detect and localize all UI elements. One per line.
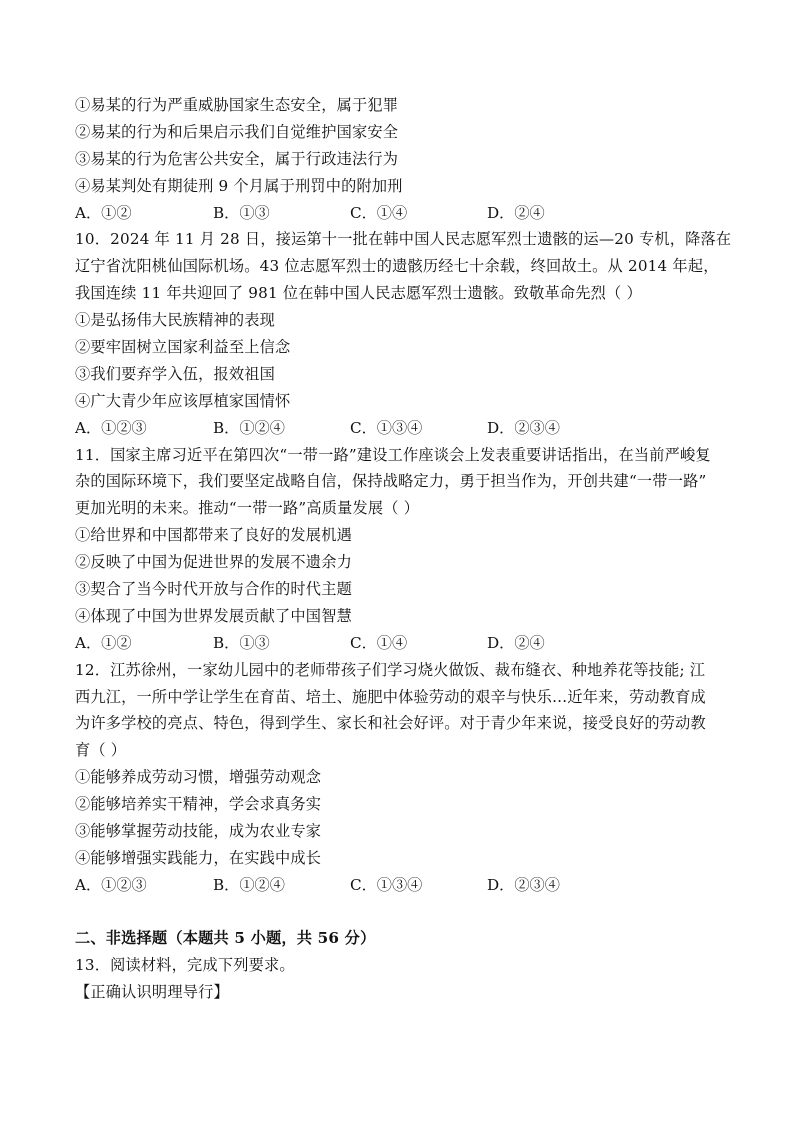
q9-statement-2: ②易某的行为和后果启示我们自觉维护国家安全 — [75, 122, 399, 141]
q11-statement-2: ②反映了中国为促进世界的发展不遗余力 — [75, 553, 352, 572]
q11-option-a: A．①② — [75, 633, 132, 652]
q10-statement-1: ①是弘扬伟大民族精神的表现 — [75, 311, 276, 330]
q9-statement-4: ④易某判处有期徒刑 9 个月属于刑罚中的附加刑 — [75, 176, 403, 195]
q12-stem-line-2: 西九江，一所中学让学生在育苗、培土、施肥中体验劳动的艰辛与快乐…近年来，劳动教育成 — [75, 687, 706, 706]
q10-statement-3: ③我们要弃学入伍，报效祖国 — [75, 364, 276, 383]
q11-statement-3: ③契合了当今时代开放与合作的时代主题 — [75, 580, 352, 599]
q11-statement-1: ①给世界和中国都带来了良好的发展机遇 — [75, 526, 352, 545]
question-12 — [75, 657, 725, 899]
q9-option-b: B．①③ — [213, 203, 270, 222]
section-2 — [75, 925, 725, 1006]
q10-option-d: D．②③④ — [487, 418, 560, 437]
q12-option-b: B．①②④ — [213, 875, 285, 894]
question-10 — [75, 226, 732, 441]
q10-stem-line-2: 辽宁省沈阳桃仙国际机场。43 位志愿军烈士的遗骸历经七十余载，终回故土。从 2014 年起， — [75, 257, 719, 276]
q11-option-b: B．①③ — [213, 633, 270, 652]
q10-option-c: C．①③④ — [350, 418, 423, 437]
q9-option-d: D．②④ — [487, 203, 545, 222]
q11-options — [75, 630, 725, 657]
q10-options — [75, 415, 725, 442]
question-11 — [75, 442, 725, 657]
q9-statement-3: ③易某的行为危害公共安全，属于行政违法行为 — [75, 149, 399, 168]
q13-instruction: 13．阅读材料，完成下列要求。 — [75, 955, 295, 974]
q12-option-a: A．①②③ — [75, 875, 147, 894]
q10-stem-line-1: 10．2024 年 11 月 28 日，接运第十一批在韩中国人民志愿军烈士遗骸的运—20 专机，降落在 — [75, 230, 732, 249]
section-2-heading: 二、非选择题（本题共 5 小题，共 56 分） — [75, 928, 376, 947]
q12-stem-line-3: 为许多学校的亮点、特色，得到学生、家长和社会好评。对于青少年来说，接受良好的劳动教 — [75, 714, 706, 733]
section-spacer — [75, 899, 725, 925]
q11-option-d: D．②④ — [487, 633, 545, 652]
q10-statement-2: ②要牢固树立国家利益至上信念 — [75, 338, 291, 357]
q11-option-c: C．①④ — [350, 633, 408, 652]
q10-stem-line-3: 我国连续 11 年共迎回了 981 位在韩中国人民志愿军烈士遗骸。致敬革命先烈（ ） — [75, 284, 642, 303]
q13-subheading: 【正确认识明理导行】 — [75, 982, 229, 1001]
q9-statement-1: ①易某的行为严重威胁国家生态安全，属于犯罪 — [75, 96, 399, 114]
question-9 — [75, 92, 725, 226]
q12-option-d: D．②③④ — [487, 875, 560, 894]
q12-statement-3: ③能够掌握劳动技能，成为农业专家 — [75, 822, 322, 841]
q10-option-a: A．①②③ — [75, 418, 147, 437]
q12-stem-line-4: 育（ ） — [75, 741, 127, 760]
q12-statement-2: ②能够培养实干精神，学会求真务实 — [75, 795, 322, 814]
q12-statement-4: ④能够增强实践能力，在实践中成长 — [75, 848, 322, 867]
q11-stem-line-3: 更加光明的未来。推动“一带一路”高质量发展（ ） — [75, 499, 420, 518]
q9-option-a: A．①② — [75, 203, 132, 222]
q11-statement-4: ④体现了中国为世界发展贡献了中国智慧 — [75, 606, 352, 625]
exam-page — [75, 92, 732, 1005]
q9-options — [75, 200, 725, 227]
q9-option-c: C．①④ — [350, 203, 408, 222]
q12-option-c: C．①③④ — [350, 875, 423, 894]
q10-statement-4: ④广大青少年应该厚植家国情怀 — [75, 391, 291, 410]
q12-options — [75, 872, 725, 899]
q11-stem-line-2: 杂的国际环境下，我们要坚定战略自信，保持战略定力，勇于担当作为，开创共建“一带一路” — [75, 472, 707, 491]
q12-statement-1: ①能够养成劳动习惯，增强劳动观念 — [75, 768, 322, 787]
q11-stem-line-1: 11．国家主席习近平在第四次“一带一路”建设工作座谈会上发表重要讲话指出，在当前严峻复 — [75, 445, 711, 464]
q10-option-b: B．①②④ — [213, 418, 285, 437]
q12-stem-line-1: 12．江苏徐州，一家幼儿园中的老师带孩子们学习烧火做饭、裁布缝衣、种地养花等技能; 江 — [75, 660, 706, 679]
